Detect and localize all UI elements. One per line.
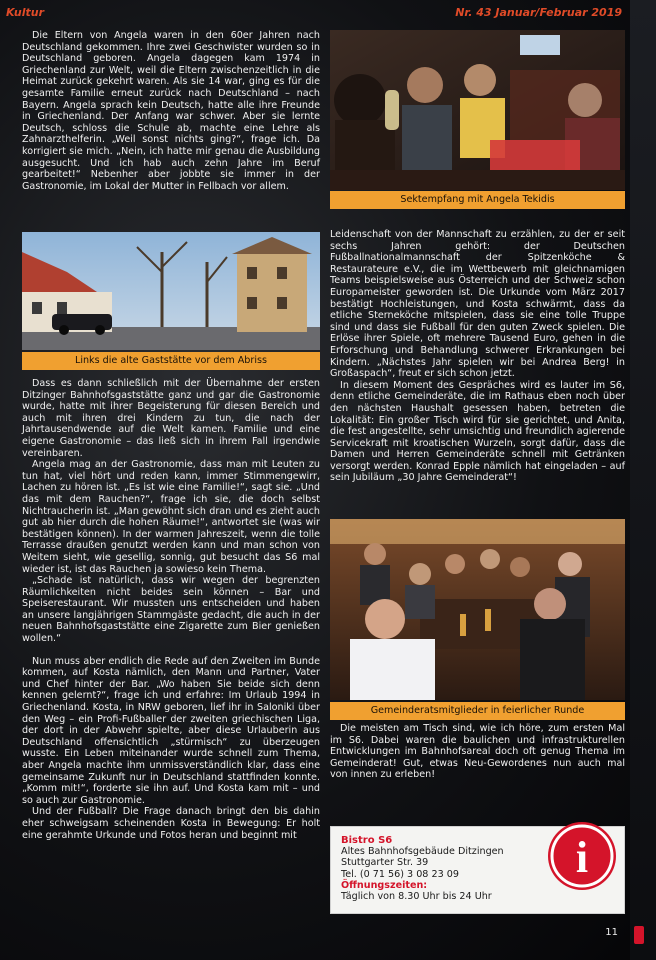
column1-top-text (22, 30, 320, 192)
section-label: Kultur (6, 6, 45, 19)
info-icon-letter: i (575, 833, 589, 882)
info-hours-label: Öffnungszeiten: (341, 879, 428, 891)
paragraph: Leidenschaft von der Mannschaft zu erzählen, zu der er seit sechs Jahren gehört: der Deutschen Fußballnationalmannschaft der Spitzenköche & Restaurateure e.V., die im Wettbewerb mit gleichnamigen Teams beispielsweise aus Österreich und der Schweiz schon Europameister geworden ist. Die Urkunde vom März 2017 bestätigt Hochleistungen, und Kosta schwärmt, dass da etliche Sterneköche mitspielen, dass sie eine tolle Truppe sind und dass sie Fußball für den guten Zweck spielen. Die Erlöse ihrer Spiele, oft mehrere Tausend Euro, gehen in die Erforschung und Behandlung schwerer Erkrankungen bei Kindern. „Nächstes Jahr spielen wir bei Andrea Berg! in Großaspach“, freut er sich schon jetzt. (330, 229, 625, 380)
right-edge-strip (630, 0, 656, 960)
paragraph: Die Eltern von Angela waren in den 60er Jahren nach Deutschland gekommen. Ihre zwei Geschwister wurden so in Deutschland geboren. Angela dagegen kam 1974 in Griechenland zur Welt, weil die Eltern zwischenzeitlich in die Heimat zurück gekehrt waren. Als sie 14 war, ging es für die gesamte Familie erneut zurück nach Deutschland – nach Bayern. Angela sprach kein Deutsch, hatte alle ihre Freunde in Griechenland. Der Anfang war schwer. Aber sie lernte Deutsch, schloss die Schule ab, machte eine Lehre als Zahnarzthelferin. „Weil sonst nichts ging?“, frage ich. Da korrigiert sie mich. „Nein, ich hatte mir genau die Ausbildung ausgesucht. Und ich hab auch zehn Jahre im Beruf gearbeitet!“ Nebenher aber jobbte sie immer in der Gastronomie, im Lokal der Mutter in Fellbach vor allem. (22, 30, 320, 192)
info-phone: Tel. (0 71 56) 3 08 23 09 (341, 868, 459, 880)
issue-label: Nr. 43 Januar/Februar 2019 (455, 6, 622, 19)
paragraph: Angela mag an der Gastronomie, dass man mit Leuten zu tun hat, viel hört und reden kann, immer Stimmengewirr, Lachen zu hören ist. „Es ist wie eine Familie!“, sagt sie. „Und das mit dem Rauchen?“, frage ich sie, die doch selbst Nichtraucherin ist. „Man gewöhnt sich dran und es zieht auch gut ab hier durch die hohen Räume!“, antwortet sie (was wir bestätigen können). In der warmen Jahreszeit, wenn die tolle Terrasse draußen genutzt werden kann und man schon von Weitem sieht, wie gesellig, sonnig, gut besucht das S6 mal wieder ist, ist das Rauchen ja sowieso kein Thema. (22, 459, 320, 575)
column2-middle-text (330, 229, 625, 484)
paragraph: Nun muss aber endlich die Rede auf den Zweiten im Bunde kommen, auf Kosta nämlich, den Mann und Partner, Vater und Chef hinter der Bar. „Wo haben Sie beide sich denn kennen gelernt?“, frage ich und erfahre: Im Urlaub 1994 in Griechenland. Kosta, in NRW geboren, lief ihr in Saloniki über den Weg – ein Profi-Fußballer der zweiten griechischen Liga, der dort in der Abwehr spielte, aber diese Urlauberin aus Deutschland offensichtlich „stürmisch“ zu überzeugen wusste. Ein Leben miteinander wurde schnell zum Thema, aber Angela machte ihm unmissverständlich klar, dass eine gemeinsame Zukunft nur in Deutschland stattfinden konnte. „Komm mit!“, forderte sie ihn auf. Und Kosta kam mit – und so auch zur Gastronomie. (22, 655, 320, 806)
paragraph: Dass es dann schließlich mit der Übernahme der ersten Ditzinger Bahnhofsgaststätte ganz und gar die Gastronomie wurde, hatte mit ihrer Begeisterung für diesen Bereich und auch mit ihren drei Kindern zu tun, die nach der Jahrtausendwende auf die Welt kamen. Familie und eine eigene Gastronomie – das ließ sich in ihrem Fall irgendwie vereinbaren. (22, 378, 320, 459)
column2-bottom-text (330, 723, 625, 781)
info-hours: Täglich von 8.30 Uhr bis 24 Uhr (341, 891, 492, 903)
paragraph: Und der Fußball? Die Frage danach bringt den bis dahin eher schweigsam scheinenden Kosta in Bewegung: Er holt eine gerahmte Urkunde und Fotos heran und beginnt mit (22, 806, 320, 841)
caption-old-building: Links die alte Gaststätte vor dem Abriss (22, 352, 320, 370)
info-icon (546, 820, 618, 892)
photo-council (330, 519, 625, 700)
caption-sektempfang: Sektempfang mit Angela Tekidis (330, 191, 625, 209)
info-address: Altes Bahnhofsgebäude Ditzingen (341, 846, 504, 858)
column1-bottom-text (22, 378, 320, 841)
paragraph: „Schade ist natürlich, dass wir wegen der begrenzten Räumlichkeiten nicht beides sein können – Bar und Speiserestaurant. Wir mussten uns entscheiden und haben an unsere langjährigen Stammgäste gedacht, die auch in der neuen Bahnhofsgaststätte eine Zigarette zum Bier genießen wollen.“ (22, 575, 320, 645)
caption-council: Gemeinderatsmitglieder in feierlicher Runde (330, 702, 625, 720)
photo-sektempfang (330, 30, 625, 190)
page-number: 11 (605, 927, 618, 938)
magazine-logo-icon (634, 926, 644, 944)
photo-old-building (22, 232, 320, 350)
info-street: Stuttgarter Str. 39 (341, 857, 429, 869)
paragraph: Die meisten am Tisch sind, wie ich höre, zum ersten Mal im S6. Dabei waren die baulichen und infrastrukturellen Entwicklungen im Bahnhofsareal doch oft genug Thema im Gemeinderat! Gut, etwas Neu-Gewordenes nun auch mal von innen zu erleben! (330, 723, 625, 781)
paragraph: In diesem Moment des Gespräches wird es lauter im S6, denn etliche Gemeinderäte, die im Rathaus eben noch über den nächsten Haushalt gesessen haben, betreten die Lokalität: Ein großer Tisch wird für sie gerichtet, und Anita, die fest angestellte, sehr umsichtig und freundlich agierende Servicekraft mit kroatischen Wurzeln, sorgt dafür, dass die Damen und Herren Gemeinderäte schnell mit Getränken versorgt werden. Konrad Epple nämlich hat eingeladen – auf sein Jubiläum „30 Jahre Gemeinderat“! (330, 379, 625, 484)
info-name: Bistro S6 (341, 835, 393, 846)
